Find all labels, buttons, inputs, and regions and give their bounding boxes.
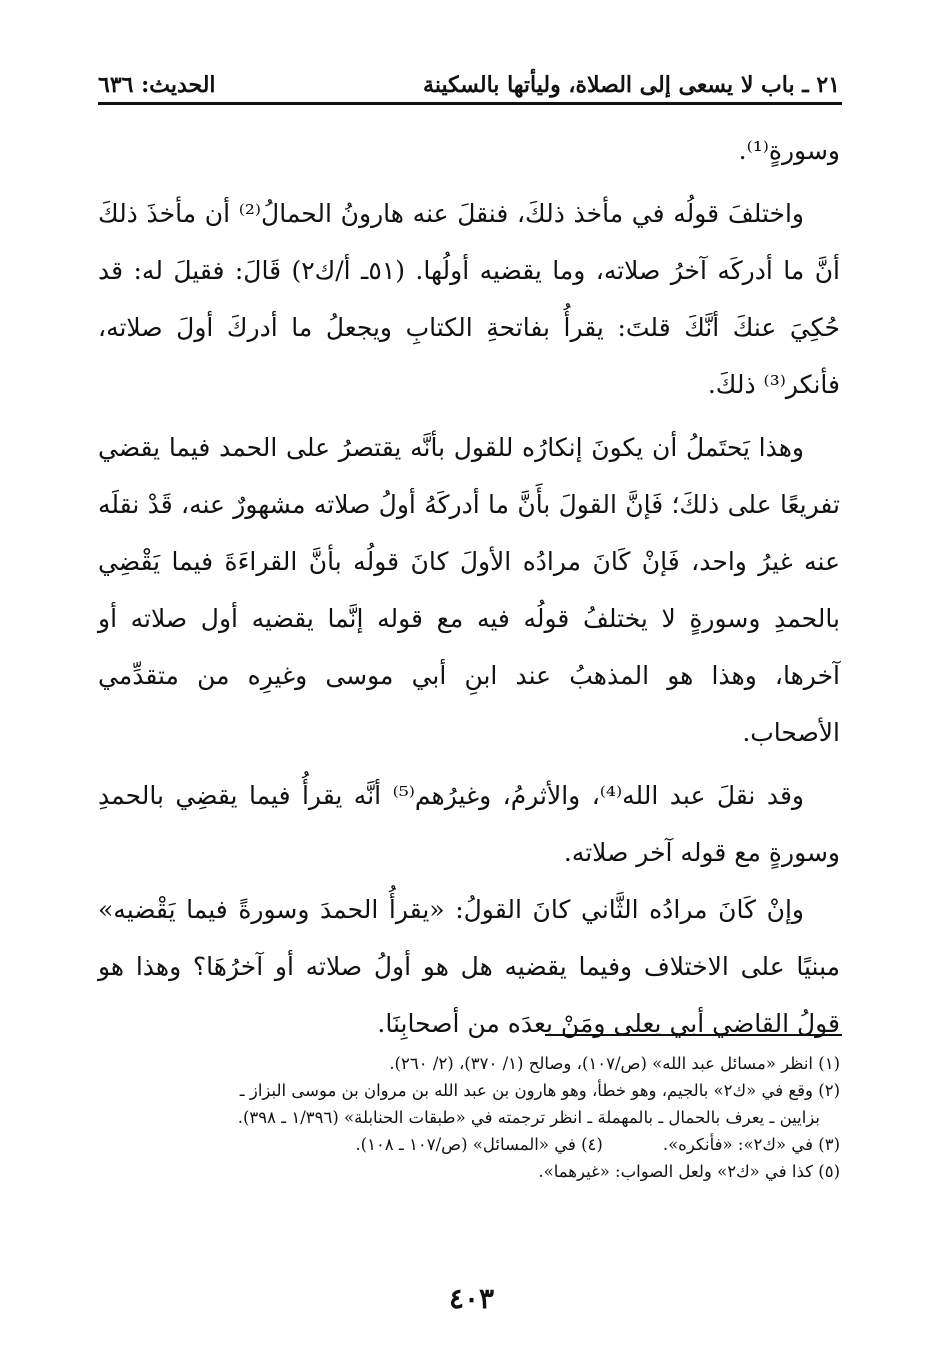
footnote-4: (٤) في «المسائل» (ص/١٠٧ ـ ١٠٨). [355, 1135, 603, 1154]
main-text [98, 122, 840, 1052]
footnotes [100, 1050, 840, 1185]
footnote-2: (٢) وقع في «ك٢» بالجيم، وهو خطأ، وهو هارون بن عبد الله بن مروان بن موسى البزاز ـ [239, 1081, 840, 1100]
footnote-3-4-line [100, 1131, 840, 1158]
footnote-2-continuation: بزايين ـ يعرف بالحمال ـ بالمهملة ـ انظر ترجمته في «طبقات الحنابلة» (١/٣٩٦ ـ ٣٩٨). [237, 1108, 820, 1127]
running-header [98, 70, 840, 100]
footnote-5: (٥) كذا في «ك٢» ولعل الصواب: «غيرهما». [538, 1162, 840, 1181]
footnote-1: (١) انظر «مسائل عبد الله» (ص/١٠٧)، وصالح (١/ ٣٧٠)، (٢/ ٢٦٠). [389, 1054, 840, 1073]
footnote-separator [545, 1034, 842, 1036]
paragraph-5: وإنْ كَانَ مرادُه الثَّاني كانَ القولُ: «يقرأُ الحمدَ وسورةً فيما يَقْضيه» مبنيًا على الاختلاف وفيما يقضيه هل هو أولُ صلاته أو آخرُهَا؟ وهذا هو قولُ القاضي أبي يعلى ومَنْ بعدَه من أصحابِنَا. [98, 895, 840, 1038]
paragraph-4: وقد نقلَ عبد الله⁽⁴⁾، والأثرمُ، وغيرُهم⁽⁵⁾ أنَّه يقرأُ فيما يقضِي بالحمدِ وسورةٍ مع قوله آخر صلاته. [98, 781, 840, 867]
hadith-reference: الحديث: ٦٣٦ [98, 72, 216, 98]
paragraph-2: واختلفَ قولُه في مأخذ ذلكَ، فنقلَ عنه هارونُ الحمالُ⁽²⁾ أن مأخذَ ذلكَ أنَّ ما أدركَه آخرُ صلاته، وما يقضيه أولُها. (٥١ـ أ/ك٢) قَالَ: فقيلَ له: قد حُكِيَ عنكَ أنَّكَ قلتَ: يقرأُ بفاتحةِ الكتابِ ويجعلُ ما أدركَ أولَ صلاته، فأنكر⁽³⁾ ذلكَ. [98, 199, 840, 399]
paragraph-1: وسورةٍ⁽¹⁾. [738, 136, 840, 165]
paragraph-3: وهذا يَحتَملُ أن يكونَ إنكارُه للقول بأنَّه يقتصرُ على الحمد فيما يقضي تفريعًا على ذلكَ؛ فَإنَّ القولَ بأَنَّ ما أدركَهُ أولُ صلاته مشهورٌ عنه، قَدْ نقلَه عنه غيرُ واحد، فَإنْ كَانَ مرادُه الأولَ كانَ قولُه بأنَّ القراءَةَ فيما يَقْضِي بالحمدِ وسورةٍ لا يختلفُ قولُه فيه مع قوله إنَّما يقضيه أول صلاته أو آخرها، وهذا هو المذهبُ عند ابنِ أبي موسى وغيرِه من متقدِّمي الأصحاب. [98, 433, 840, 747]
footnote-3: (٣) في «ك٢»: «فأنكره». [662, 1135, 840, 1154]
chapter-title: ٢١ ـ باب لا يسعى إلى الصلاة، وليأتها بالسكينة [423, 72, 840, 98]
page-number: ٤٠٣ [448, 1282, 495, 1315]
header-rule [98, 102, 842, 105]
